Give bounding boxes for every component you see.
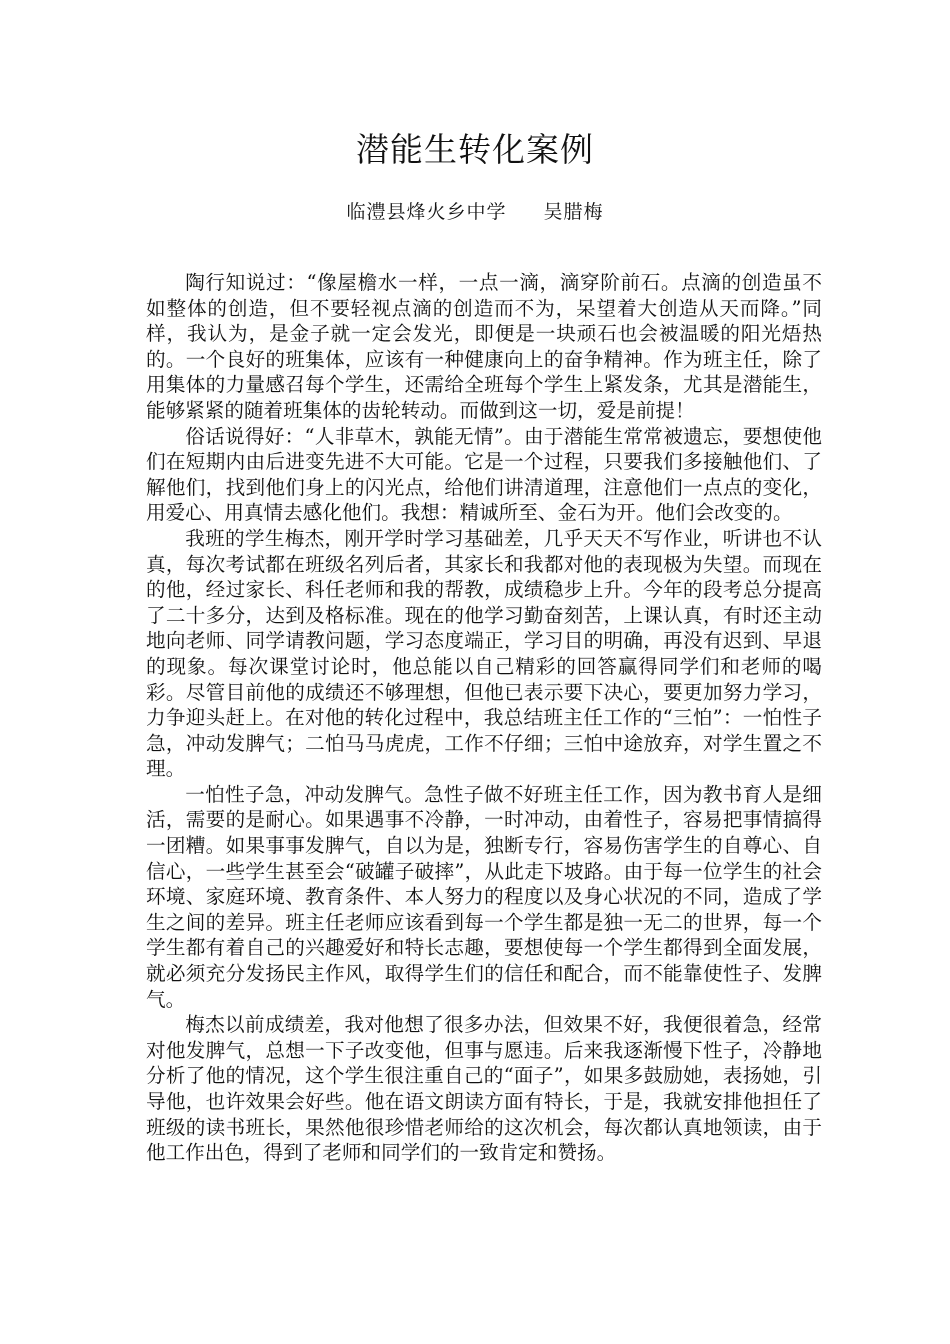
paragraph: 俗话说得好：“人非草木，孰能无情”。由于潜能生常常被遗忘，要想使他们在短期内由后进变先进不大可能。它是一个过程，只要我们多接触他们、了解他们，找到他们身上的闪光点，给他们讲清道理，注意他们一点点的变化，用爱心、用真情去感化他们。我想：精诚所至、金石为开。他们会改变的。 bbox=[146, 424, 822, 525]
paragraph: 陶行知说过：“像屋檐水一样，一点一滴，滴穿阶前石。点滴的创造虽不如整体的创造，但不要轻视点滴的创造而不为，呆望着大创造从天而降。”同样，我认为，是金子就一定会发光，即便是一块顽石也会被温暖的阳光焐热的。一个良好的班集体，应该有一种健康向上的奋争精神。作为班主任，除了用集体的力量感召每个学生，还需给全班每个学生上紧发条，尤其是潜能生，能够紧紧的随着班集体的齿轮转动。而做到这一切，爱是前提！ bbox=[146, 271, 822, 422]
byline bbox=[0, 198, 950, 226]
byline-author: 吴腊梅 bbox=[543, 201, 604, 223]
paragraph: 梅杰以前成绩差，我对他想了很多办法，但效果不好，我便很着急，经常对他发脾气，总想一下子改变他，但事与愿违。后来我逐渐慢下性子，冷静地分析了他的情况，这个学生很注重自己的“面子”，如果多鼓励她，表扬她，引导他，也许效果会好些。他在语文朗读方面有特长，于是，我就安排他担任了班级的读书班长，果然他很珍惜老师给的这次机会，每次都认真地领读，由于他工作出色，得到了老师和同学们的一致肯定和赞扬。 bbox=[146, 1013, 822, 1165]
body-text bbox=[146, 270, 822, 1166]
byline-school: 临澧县烽火乡中学 bbox=[346, 201, 507, 223]
paragraph: 一怕性子急，冲动发脾气。急性子做不好班主任工作，因为教书育人是细活，需要的是耐心。如果遇事不冷静，一时冲动，由着性子，容易把事情搞得一团糟。如果事事发脾气，自以为是，独断专行，容易伤害学生的自尊心、自信心，一些学生甚至会“破罐子破摔”，从此走下坡路。由于每一位学生的社会环境、家庭环境、教育条件、本人努力的程度以及身心状况的不同，造成了学生之间的差异。班主任老师应该看到每一个学生都是独一无二的世界，每一个学生都有着自己的兴趣爱好和特长志趣，要想使每一个学生都得到全面发展，就必须充分发扬民主作风，取得学生们的信任和配合，而不能靠使性子、发脾气。 bbox=[146, 782, 822, 1011]
document-title: 潜能生转化案例 bbox=[356, 130, 594, 169]
paragraph: 我班的学生梅杰，刚开学时学习基础差，几乎天天不写作业，听讲也不认真，每次考试都在班级名列后者，其家长和我都对他的表现极为失望。而现在的他，经过家长、科任老师和我的帮教，成绩稳步上升。今年的段考总分提高了二十多分，达到及格标准。现在的他学习勤奋刻苦，上课认真，有时还主动地向老师、同学请教问题，学习态度端正，学习目的明确，再没有迟到、早退的现象。每次课堂讨论时，他总能以自己精彩的回答赢得同学们和老师的喝彩。尽管目前他的成绩还不够理想，但他已表示要下决心，要更加努力学习，力争迎头赶上。在对他的转化过程中，我总结班主任工作的“三怕”：一怕性子急，冲动发脾气；二怕马马虎虎，工作不仔细；三怕中途放弃，对学生置之不理。 bbox=[146, 526, 822, 781]
